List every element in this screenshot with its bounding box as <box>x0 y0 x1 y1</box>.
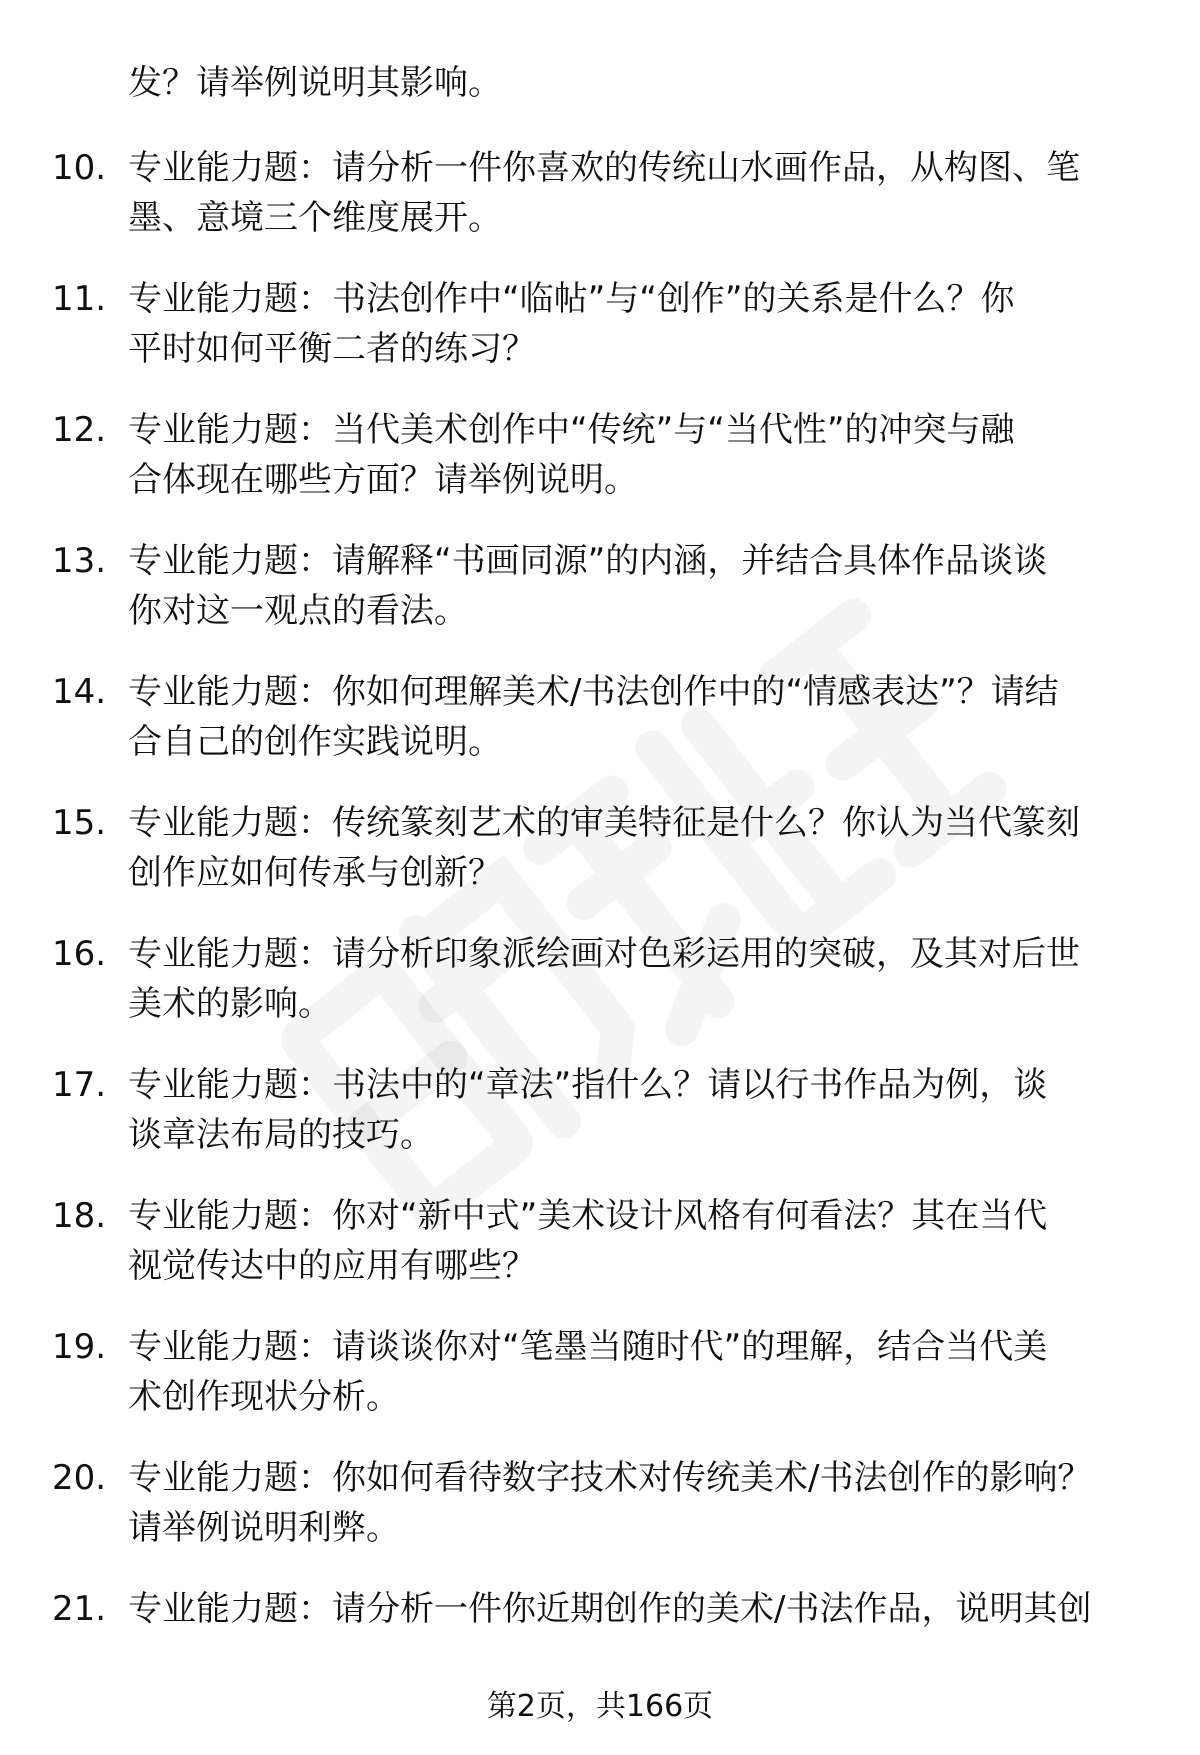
question-number: 10. <box>52 148 107 188</box>
list-item <box>0 798 1200 929</box>
question-text-line-2: 谈章法布局的技巧。 <box>128 1115 434 1155</box>
question-text-line-2: 合自己的创作实践说明。 <box>128 722 502 762</box>
question-number: 12. <box>52 410 107 450</box>
list-item <box>0 536 1200 667</box>
question-number: 13. <box>52 541 107 581</box>
question-text-line-1: 专业能力题：你如何理解美术/书法创作中的“情感表达”？请结 <box>128 672 1059 712</box>
list-item <box>0 143 1200 274</box>
question-text-line-2: 平时如何平衡二者的练习？ <box>128 329 536 369</box>
list-item <box>0 1060 1200 1191</box>
question-number: 16. <box>52 934 107 974</box>
question-text-line-1: 专业能力题：你对“新中式”美术设计风格有何看法？其在当代 <box>128 1196 1048 1236</box>
list-item <box>0 1322 1200 1453</box>
question-number: 14. <box>52 672 107 712</box>
list-item <box>0 1453 1200 1584</box>
question-text-line-1: 专业能力题：传统篆刻艺术的审美特征是什么？你认为当代篆刻 <box>128 803 1080 843</box>
list-item <box>0 1191 1200 1322</box>
question-number: 11. <box>52 279 107 319</box>
question-number: 15. <box>52 803 107 843</box>
question-text-line-2: 合体现在哪些方面？请举例说明。 <box>128 460 638 500</box>
question-number: 20. <box>52 1458 107 1498</box>
question-number: 19. <box>52 1327 107 1367</box>
question-text-line-2: 视觉传达中的应用有哪些？ <box>128 1246 536 1286</box>
page-footer: 第2页，共166页 <box>486 1689 714 1724</box>
question-list <box>0 143 1200 1715</box>
question-text-line-2: 请举例说明利弊。 <box>128 1508 400 1548</box>
list-item <box>0 274 1200 405</box>
question-text-line-2: 你对这一观点的看法。 <box>128 591 468 631</box>
list-item <box>0 405 1200 536</box>
question-text-line-1: 专业能力题：请谈谈你对“笔墨当随时代”的理解，结合当代美 <box>128 1327 1048 1367</box>
question-number: 21. <box>52 1589 107 1629</box>
question-text-line-2: 美术的影响。 <box>128 984 332 1024</box>
question-text-line-1: 专业能力题：当代美术创作中“传统”与“当代性”的冲突与融 <box>128 410 1015 450</box>
list-item <box>0 667 1200 798</box>
question-text-line-1: 专业能力题：书法创作中“临帖”与“创作”的关系是什么？你 <box>128 279 1015 319</box>
question-text-line-1: 专业能力题：书法中的“章法”指什么？请以行书作品为例，谈 <box>128 1065 1048 1105</box>
question-number: 17. <box>52 1065 107 1105</box>
question-text-line-2: 术创作现状分析。 <box>128 1377 400 1417</box>
question-number: 18. <box>52 1196 107 1236</box>
question-text-line-1: 专业能力题：请分析一件你喜欢的传统山水画作品，从构图、笔 <box>128 148 1080 188</box>
question-text-line-1: 专业能力题：你如何看待数字技术对传统美术/书法创作的影响？ <box>128 1458 1092 1498</box>
question-text-line-1: 专业能力题：请解释“书画同源”的内涵，并结合具体作品谈谈 <box>128 541 1048 581</box>
previous-question-continuation: 发？请举例说明其影响。 <box>128 63 502 103</box>
question-text-line-1: 专业能力题：请分析一件你近期创作的美术/书法作品，说明其创 <box>128 1589 1092 1629</box>
question-text-line-2: 墨、意境三个维度展开。 <box>128 198 502 238</box>
question-text-line-2: 创作应如何传承与创新？ <box>128 853 502 893</box>
list-item <box>0 929 1200 1060</box>
question-text-line-1: 专业能力题：请分析印象派绘画对色彩运用的突破，及其对后世 <box>128 934 1080 974</box>
